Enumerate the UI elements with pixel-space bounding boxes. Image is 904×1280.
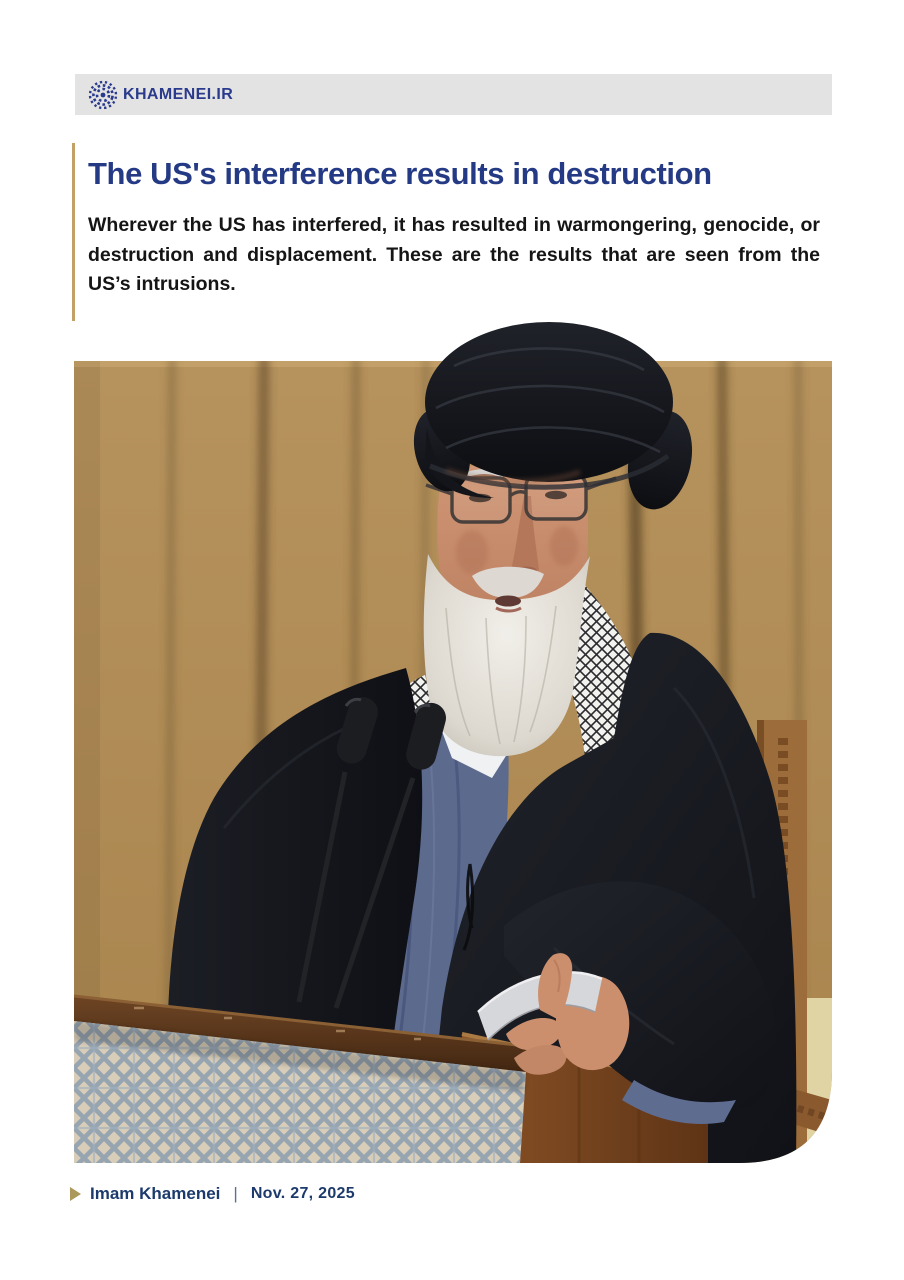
speaker-name: Imam Khamenei bbox=[90, 1184, 221, 1203]
photo-khamenei-speech bbox=[74, 308, 832, 1163]
khamenei-ir-brand[interactable] bbox=[87, 79, 233, 111]
play-triangle-icon bbox=[70, 1187, 81, 1201]
accent-bar bbox=[72, 143, 75, 321]
rosette-logo-icon bbox=[87, 79, 119, 111]
quote-body: Wherever the US has interfered, it has resulted in warmongering, genocide, or destruction and displacement. These are the results that are seen from the US’s intrusions. bbox=[88, 214, 820, 296]
masthead-bar bbox=[75, 74, 832, 115]
black-turban bbox=[406, 322, 701, 515]
attribution bbox=[70, 1184, 355, 1204]
headline: The US's interference results in destruction bbox=[88, 156, 712, 191]
separator: | bbox=[233, 1184, 238, 1203]
brand-wordmark: KHAMENEI.IR bbox=[123, 85, 234, 103]
date: Nov. 27, 2025 bbox=[250, 1185, 355, 1202]
